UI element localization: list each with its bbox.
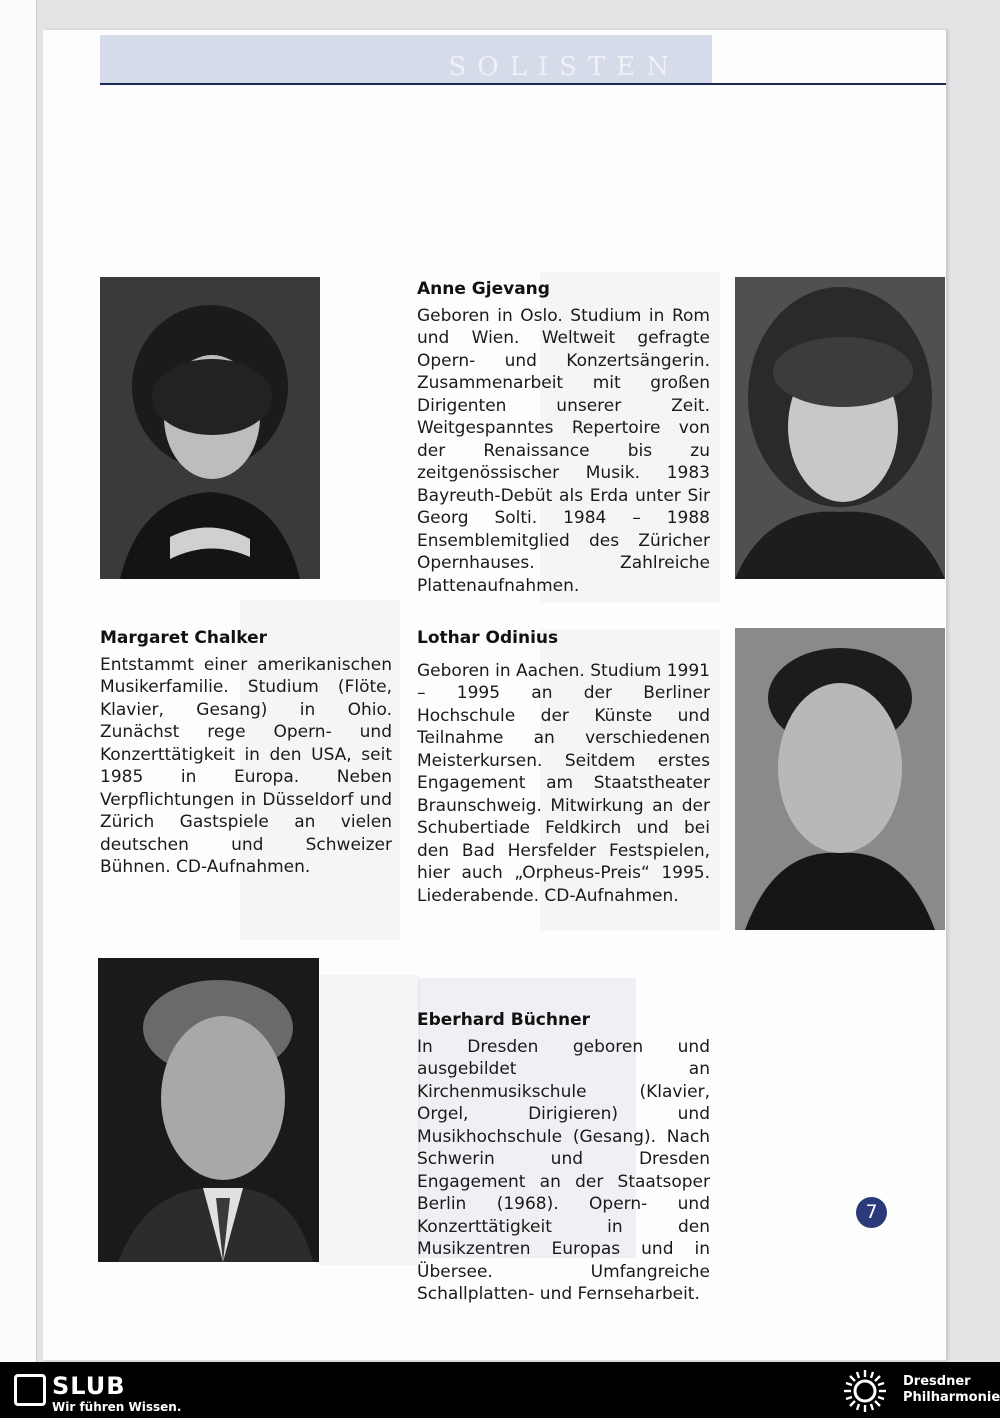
soloist-name: Lothar Odinius	[417, 628, 559, 648]
soloist-name: Margaret Chalker	[100, 628, 268, 648]
header-rule	[100, 83, 946, 85]
portrait-photo-margaret-chalker	[100, 277, 320, 579]
bio-lothar-odinius	[417, 627, 710, 907]
bio-anne-gjevang	[417, 278, 710, 597]
partner-name-line1: Dresdner	[903, 1374, 971, 1389]
soloist-bio: Entstammt einer amerikanischen Musikerfamilie. Studium (Flöte, Klavier, Gesang) in Ohio. Zunächst rege Opern- und Konzerttätigkeit in den USA, seit 1985 in Europa. Neben Verpflichtungen in Düsseldorf und Zürich Gastspiele an vielen deutschen und Schweizer Bühnen. CD-Aufnahmen.	[100, 654, 392, 877]
section-title: SOLISTEN	[448, 52, 680, 82]
soloist-name: Eberhard Büchner	[417, 1010, 590, 1030]
partner-name	[903, 1374, 1000, 1406]
library-tagline: Wir führen Wissen.	[52, 1400, 182, 1414]
portrait-photo-eberhard-buechner	[98, 958, 319, 1262]
portrait-photo-lothar-odinius	[735, 628, 945, 930]
soloist-name: Anne Gjevang	[417, 279, 550, 299]
previous-page-edge	[0, 0, 37, 1362]
portrait-silhouette	[735, 628, 945, 930]
portrait-silhouette	[100, 277, 320, 579]
library-name: SLUB	[52, 1372, 126, 1400]
page-number-badge: 7	[856, 1197, 887, 1228]
sunburst-logo-icon	[842, 1368, 888, 1414]
soloist-bio: In Dresden geboren und ausgebildet an Kirchenmusikschule (Klavier, Orgel, Dirigieren) und Musikhochschule (Gesang). Nach Schwerin und Dresden Engagement an der Staatsoper Berlin (1968). Opern- und Konzerttätigkeit in den Musikzentren Europas und in Übersee. Umfangreiche Schallplatten- und Fernseharbeit.	[417, 1036, 710, 1304]
soloist-bio: Geboren in Aachen. Studium 1991 – 1995 an der Berliner Hochschule der Künste und Teilnahme an verschiedenen Meisterkursen. Seitdem erstes Engagement am Staatstheater Braunschweig. Mitwirkung an der Schubertiade Feldkirch und bei den Bad Hersfelder Festspielen, hier auch „Orpheus-Preis“ 1995. Liederabende. CD-Aufnahmen.	[417, 660, 710, 906]
bio-margaret-chalker	[100, 627, 392, 879]
portrait-silhouette	[98, 958, 319, 1262]
bio-eberhard-buechner	[417, 1009, 710, 1306]
slub-logo-icon	[14, 1374, 46, 1406]
soloist-bio: Geboren in Oslo. Studium in Rom und Wien. Weltweit gefragte Opern- und Konzertsängerin. Zusammenarbeit mit großen Dirigenten unserer Zeit. Weitgespanntes Repertoire von der Renaissance bis zu zeitgenössischer Musik. 1983 Bayreuth-Debüt als Erda unter Sir Georg Solti. 1984 – 1988 Ensemblemitglied des Züricher Opernhauses. Zahlreiche Plattenaufnahmen.	[417, 305, 710, 596]
footer-bar	[0, 1362, 1000, 1418]
partner-name-line2: Philharmonie	[903, 1390, 1000, 1405]
bleed-through-shadow	[320, 975, 420, 1265]
portrait-silhouette	[735, 277, 945, 579]
portrait-photo-anne-gjevang	[735, 277, 945, 579]
